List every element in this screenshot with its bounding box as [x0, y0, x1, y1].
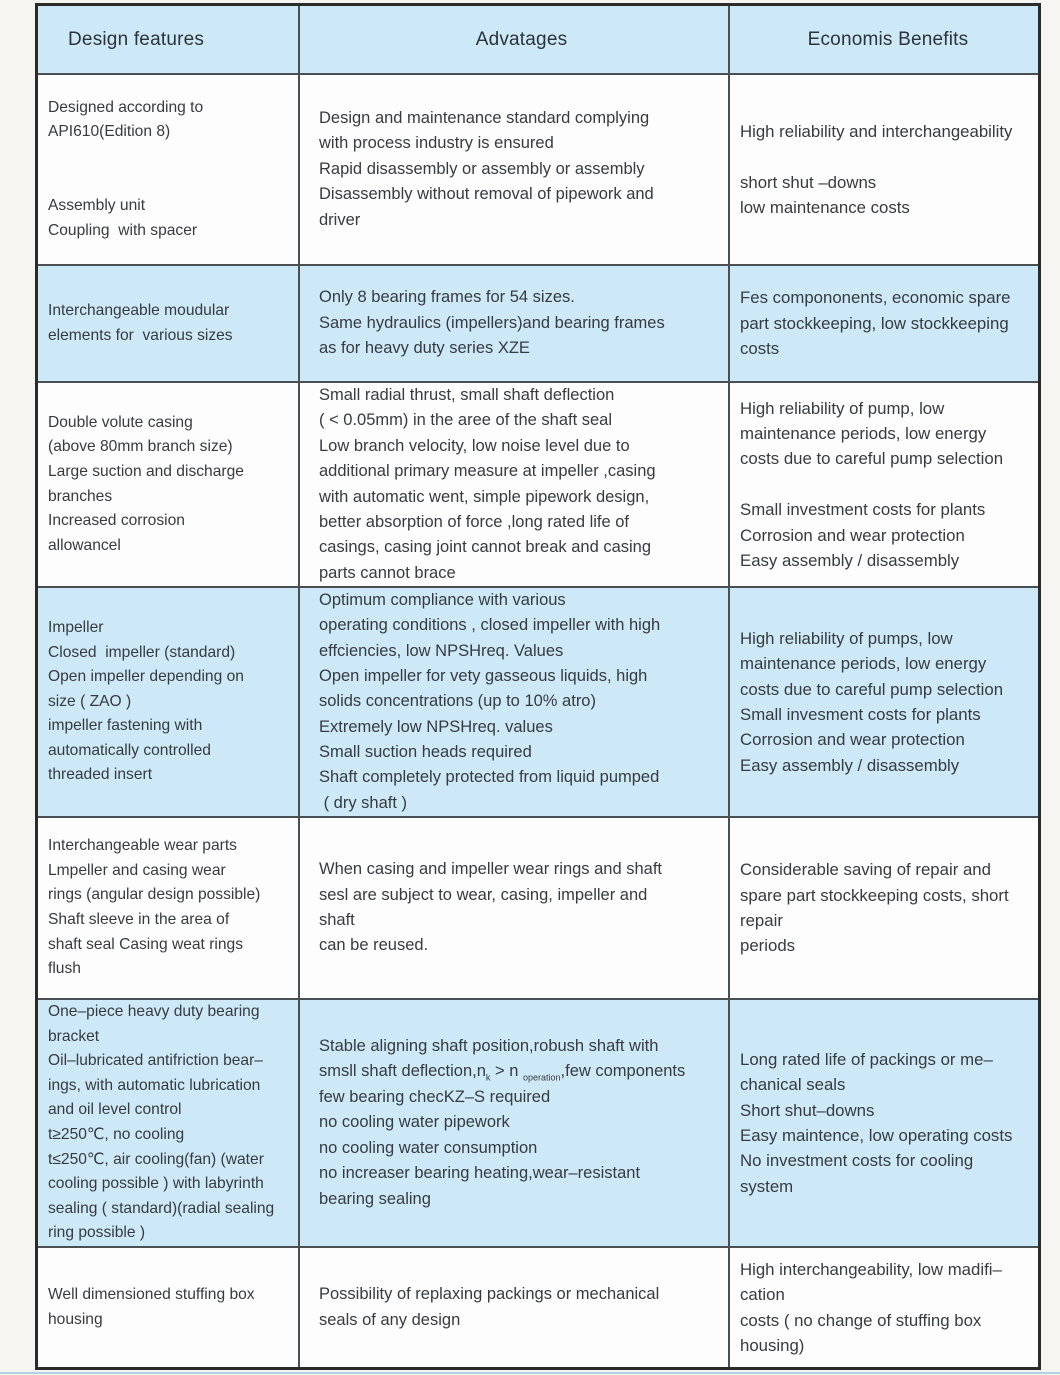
text-line: flush	[48, 960, 81, 978]
text-line: Double volute casing	[48, 413, 193, 431]
text-line: housing	[48, 1310, 103, 1328]
text-line: seals of any design	[319, 1310, 461, 1329]
text-line: cooling possible ) with labyrinth	[48, 1175, 264, 1193]
text-line: costs ( no change of stuffing box	[740, 1310, 982, 1330]
blank-line	[740, 144, 1036, 169]
text-line: no cooling water consumption	[319, 1138, 538, 1157]
text-line: Easy maintence, low operating costs	[740, 1126, 1013, 1145]
cell-design-features	[38, 266, 300, 381]
text-line: rings (angular design possible)	[48, 886, 261, 904]
text-line: casings, casing joint cannot break and casing	[319, 538, 652, 557]
column-header-design-features: Design features	[38, 6, 300, 73]
cell-economic-benefits	[730, 1248, 1038, 1367]
text-line: Extremely low NPSHreq. values	[319, 717, 553, 736]
cell-economic-benefits	[730, 383, 1038, 586]
cell-economic-benefits	[730, 75, 1038, 264]
text-line: When casing and impeller wear rings and shaft	[319, 860, 663, 879]
cell-design-features	[38, 1000, 300, 1246]
text-line: Stable aligning shaft position,robush shaft with	[319, 1037, 659, 1056]
text-line: Corrosion and wear protection	[740, 730, 965, 750]
text-line: shaft seal Casing weat rings	[48, 935, 244, 953]
text-line: Shaft completely protected from liquid pumped	[319, 768, 660, 787]
table-row-3	[38, 383, 1038, 588]
cell-economic-benefits	[730, 588, 1038, 816]
text-line: Possibility of replaxing packings or mechanical	[319, 1285, 660, 1304]
text-line: chanical seals	[740, 1075, 846, 1095]
table-row-7	[38, 1248, 1038, 1367]
text-line: Open impeller depending on	[48, 668, 244, 686]
text-line: Corrosion and wear protection	[740, 525, 965, 545]
text-line: impeller fastening with	[48, 717, 203, 735]
text-line: periods	[740, 936, 796, 956]
blank-line	[48, 145, 296, 170]
text-line: Well dimensioned stuffing box	[48, 1285, 255, 1303]
text-line: threaded insert	[48, 766, 153, 784]
text-line: Small suction heads required	[319, 743, 532, 762]
text-line: Optimum compliance with various	[319, 590, 566, 609]
text-line: maintenance periods, low energy	[740, 423, 987, 443]
text-line: Small investment costs for plants	[740, 500, 986, 520]
text-line: (above 80mm branch size)	[48, 438, 233, 456]
text-line: ( dry shaft )	[319, 793, 408, 812]
cell-economic-benefits	[730, 266, 1038, 381]
text-line: Only 8 bearing frames for 54 sizes.	[319, 288, 575, 307]
column-header-advantages: Advatages	[300, 6, 730, 73]
text-line: costs	[740, 339, 780, 359]
text-line: Easy assembly / disassembly	[740, 755, 960, 775]
text-line: Small invesment costs for plants	[740, 705, 981, 724]
text-line: sesl are subject to wear, casing, impeller and	[319, 885, 648, 904]
cell-design-features	[38, 588, 300, 816]
text-line: Assembly unit	[48, 197, 146, 215]
cell-advantages	[300, 383, 730, 586]
text-line: few bearing checKZ–S required	[319, 1087, 551, 1106]
text-line: automatically controlled	[48, 741, 211, 759]
text-line: High reliability of pumps, low	[740, 628, 953, 648]
text-line: API610(Edition 8)	[48, 123, 171, 141]
text-line: Interchangeable moudular	[48, 301, 230, 319]
cell-design-features	[38, 75, 300, 264]
text-line: with process industry is ensured	[319, 134, 554, 153]
text-line: no increaser bearing heating,wear–resistant	[319, 1164, 641, 1183]
text-line: costs due to careful pump selection	[740, 449, 1004, 469]
text-line: and oil level control	[48, 1101, 182, 1119]
text-line: Easy assembly / disassembly	[740, 551, 960, 571]
text-line: no cooling water pipework	[319, 1113, 510, 1132]
text-line: can be reused.	[319, 936, 429, 955]
text-line: High reliability of pump, low	[740, 398, 945, 418]
text-line: branches	[48, 487, 113, 505]
text-line: shaft	[319, 911, 355, 929]
text-line: High interchangeability, low madifi–	[740, 1259, 1002, 1279]
text-line: Increased corrosion	[48, 512, 185, 530]
text-line: Low branch velocity, low noise level due to	[319, 436, 630, 455]
bottom-rule	[0, 1372, 1060, 1374]
table-row-5	[38, 818, 1038, 1000]
text-line: low maintenance costs	[740, 197, 910, 217]
table-row-4	[38, 588, 1038, 818]
text-line: allowancel	[48, 536, 121, 554]
text-line: Lmpeller and casing wear	[48, 861, 226, 879]
text-line: part stockkeeping, low stockkeeping	[740, 313, 1009, 333]
text-line: solids concentrations (up to 10% atro)	[319, 692, 596, 711]
text-line: One–piece heavy duty bearing	[48, 1003, 260, 1021]
text-line: Coupling with spacer	[48, 221, 198, 239]
text-line: t≥250℃, no cooling	[48, 1126, 185, 1143]
text-line: size ( ZAO )	[48, 692, 132, 710]
text-line: Short shut–downs	[740, 1100, 875, 1120]
text-line: Same hydraulics (impellers)and bearing frames	[319, 313, 665, 332]
text-line: Rapid disassembly or assembly or assembly	[319, 159, 645, 178]
text-line: t≤250℃, air cooling(fan) (water	[48, 1150, 264, 1168]
text-line: Small radial thrust, small shaft deflection	[319, 385, 615, 404]
cell-advantages	[300, 1000, 730, 1246]
text-line: repair	[740, 911, 783, 930]
text-line: Shaft sleeve in the area of	[48, 911, 230, 928]
text-line: effciencies, low NPSHreq. Values	[319, 641, 564, 660]
text-line: bearing sealing	[319, 1189, 431, 1208]
text-line: sealing ( standard)(radial sealing	[48, 1199, 275, 1217]
text-line: ings, with automatic lubrication	[48, 1076, 261, 1094]
text-line: Considerable saving of repair and	[740, 860, 991, 880]
text-line: spare part stockkeeping costs, short	[740, 885, 1009, 905]
text-line: ring possible )	[48, 1224, 146, 1242]
table-row-2	[38, 266, 1038, 383]
text-line: Oil–lubricated antifriction bear–	[48, 1052, 263, 1070]
cell-advantages	[300, 75, 730, 264]
text-line: smsll shaft $deflection,n_k > n$ $_{operation}$,few components	[319, 1062, 686, 1083]
text-line: short shut –downs	[740, 172, 877, 192]
blank-line	[48, 170, 296, 195]
text-line: High reliability and interchangeability	[740, 121, 1013, 141]
text-line: Interchangeable wear parts	[48, 837, 237, 855]
text-line: ( < 0.05mm) in the aree of the shaft seal	[319, 411, 613, 430]
text-line: with automatic went, simple pipework design,	[319, 487, 650, 506]
cell-economic-benefits	[730, 818, 1038, 998]
cell-design-features	[38, 383, 300, 586]
pump-features-table	[35, 3, 1041, 1370]
text-line: as for heavy duty series XZE	[319, 339, 530, 358]
cell-design-features	[38, 1248, 300, 1367]
text-line: system	[740, 1176, 794, 1196]
text-line: Open impeller for vety gasseous liquids, high	[319, 666, 648, 685]
text-line: Long rated life of packings or me–	[740, 1049, 993, 1069]
table-header-row	[38, 6, 1038, 75]
text-line: driver	[319, 210, 361, 229]
text-line: Fes compononents, economic spare	[740, 288, 1011, 308]
cell-advantages	[300, 266, 730, 381]
text-line: additional primary measure at impeller ,casing	[319, 462, 656, 481]
text-line: parts cannot brace	[319, 563, 456, 582]
text-line: Closed impeller (standard)	[48, 643, 236, 661]
text-line: cation	[740, 1285, 785, 1305]
text-line: costs due to careful pump selection	[740, 679, 1004, 699]
text-line: elements for various sizes	[48, 326, 233, 344]
text-line: better absorption of force ,long rated life of	[319, 512, 630, 531]
table-row-6	[38, 1000, 1038, 1248]
text-line: No investment costs for cooling	[740, 1151, 974, 1171]
text-line: housing)	[740, 1335, 805, 1355]
text-line: operating conditions , closed impeller with high	[319, 616, 661, 635]
cell-design-features	[38, 818, 300, 998]
cell-economic-benefits	[730, 1000, 1038, 1246]
blank-line	[740, 472, 1036, 497]
text-line: Design and maintenance standard complying	[319, 108, 650, 127]
text-line: Disassembly without removal of pipework and	[319, 185, 654, 204]
cell-advantages	[300, 588, 730, 816]
column-header-economic-benefits: Economis Benefits	[807, 28, 969, 50]
cell-advantages	[300, 818, 730, 998]
text-line: Impeller	[48, 618, 104, 636]
table-row-1	[38, 75, 1038, 266]
text-line: Designed according to	[48, 98, 204, 116]
cell-advantages	[300, 1248, 730, 1367]
text-line: maintenance periods, low energy	[740, 654, 987, 674]
text-line: bracket	[48, 1027, 100, 1045]
text-line: Large suction and discharge	[48, 462, 244, 480]
